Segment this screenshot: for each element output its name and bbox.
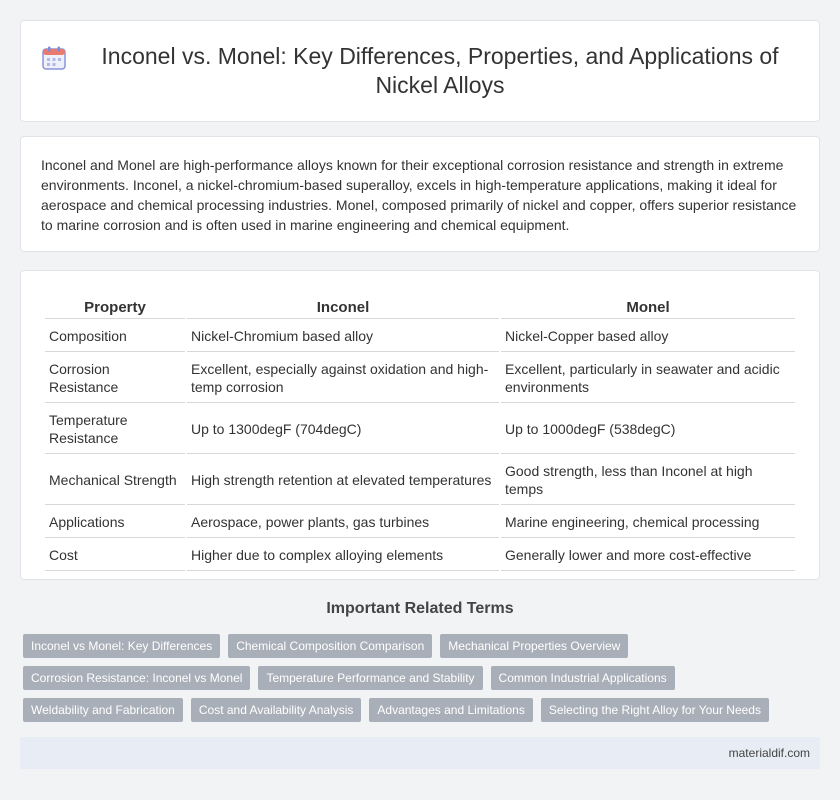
cell-property: Composition xyxy=(45,321,185,352)
related-term-tag[interactable]: Chemical Composition Comparison xyxy=(228,634,432,658)
related-term-tag[interactable]: Inconel vs Monel: Key Differences xyxy=(23,634,220,658)
related-term-tag[interactable]: Mechanical Properties Overview xyxy=(440,634,628,658)
footer xyxy=(20,737,820,769)
footer-site-name: materialdif.com xyxy=(728,746,810,760)
cell-inconel: Excellent, especially against oxidation and high-temp corrosion xyxy=(187,354,499,403)
related-term-tag[interactable]: Selecting the Right Alloy for Your Needs xyxy=(541,698,769,722)
page-title: Inconel vs. Monel: Key Differences, Properties, and Applications of Nickel Alloys xyxy=(101,43,779,98)
cell-inconel: Up to 1300degF (704degC) xyxy=(187,405,499,454)
related-term-tag[interactable]: Common Industrial Applications xyxy=(491,666,675,690)
table-row xyxy=(45,321,795,352)
cell-property: Cost xyxy=(45,540,185,571)
comparison-table xyxy=(43,295,797,573)
header-card xyxy=(20,20,820,122)
related-term-tag[interactable]: Temperature Performance and Stability xyxy=(258,666,482,690)
cell-monel: Up to 1000degF (538degC) xyxy=(501,405,795,454)
cell-property: Temperature Resistance xyxy=(45,405,185,454)
table-row xyxy=(45,405,795,454)
intro-paragraph: Inconel and Monel are high-performance alloys known for their exceptional corrosion resistance and strength in extreme environments. Inconel, a nickel-chromium-based superalloy, excels in high-temperature applications, making it ideal for aerospace and chemical processing industries. Monel, composed primarily of nickel and copper, offers superior resistance to marine corrosion and is often used in marine engineering and chemical equipment. xyxy=(41,157,797,233)
intro-card xyxy=(20,136,820,252)
cell-property: Applications xyxy=(45,507,185,538)
cell-monel: Nickel-Copper based alloy xyxy=(501,321,795,352)
cell-property: Mechanical Strength xyxy=(45,456,185,505)
table-row xyxy=(45,456,795,505)
cell-monel: Good strength, less than Inconel at high temps xyxy=(501,456,795,505)
cell-monel: Generally lower and more cost-effective xyxy=(501,540,795,571)
header-inconel: Inconel xyxy=(187,297,499,319)
cell-inconel: Aerospace, power plants, gas turbines xyxy=(187,507,499,538)
table-row xyxy=(45,540,795,571)
cell-inconel: High strength retention at elevated temperatures xyxy=(187,456,499,505)
cell-inconel: Higher due to complex alloying elements xyxy=(187,540,499,571)
related-term-tag[interactable]: Corrosion Resistance: Inconel vs Monel xyxy=(23,666,250,690)
cell-monel: Marine engineering, chemical processing xyxy=(501,507,795,538)
cell-inconel: Nickel-Chromium based alloy xyxy=(187,321,499,352)
table-row xyxy=(45,507,795,538)
header-property: Property xyxy=(45,297,185,319)
calendar-icon xyxy=(41,45,67,71)
comparison-table-card xyxy=(20,270,820,580)
cell-property: Corrosion Resistance xyxy=(45,354,185,403)
header-monel: Monel xyxy=(501,297,795,319)
table-header-row xyxy=(45,297,795,319)
related-term-tag[interactable]: Cost and Availability Analysis xyxy=(191,698,362,722)
related-terms-list xyxy=(23,634,823,722)
related-terms-title: Important Related Terms xyxy=(326,600,514,617)
related-term-tag[interactable]: Weldability and Fabrication xyxy=(23,698,183,722)
related-term-tag[interactable]: Advantages and Limitations xyxy=(369,698,532,722)
table-row xyxy=(45,354,795,403)
cell-monel: Excellent, particularly in seawater and acidic environments xyxy=(501,354,795,403)
